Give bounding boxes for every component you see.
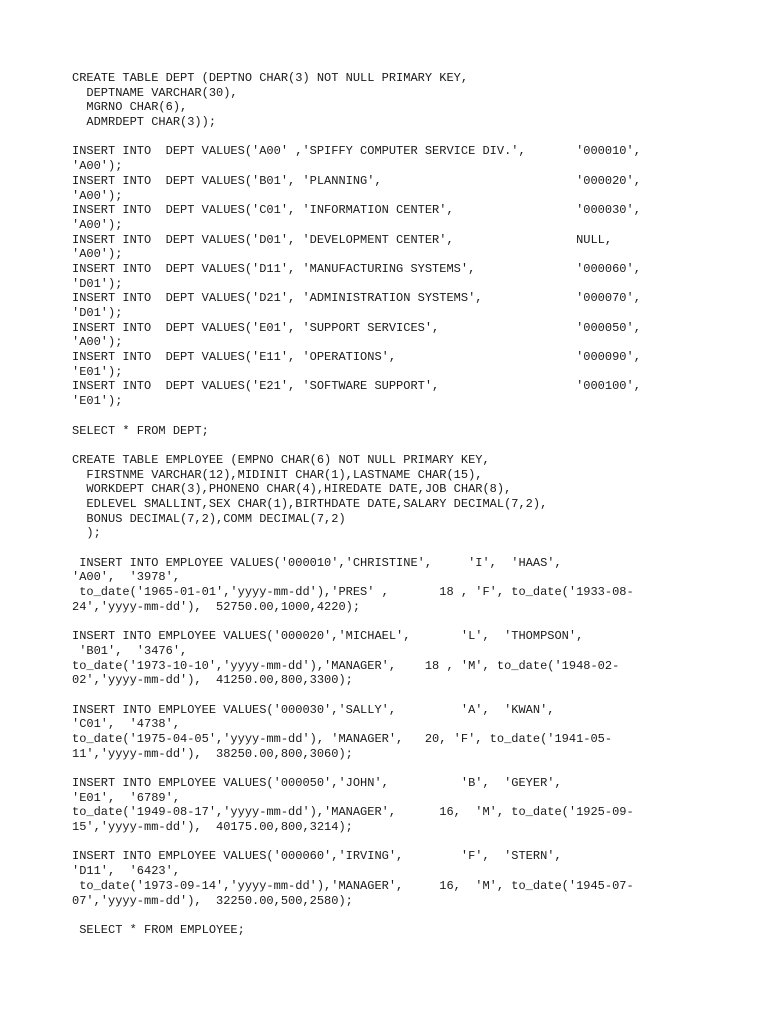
insert-employee-000010-statement [72,556,732,615]
code-line: INSERT INTO EMPLOYEE VALUES('000020','MICHAEL', 'L', 'THOMPSON', [72,629,584,644]
code-line: ADMRDEPT CHAR(3)); [72,115,217,130]
code-line: 11','yyyy-mm-dd'), 38250.00,800,3060); [72,746,353,761]
insert-employee-000060-statement [72,849,732,908]
code-line: 'E01'); [72,364,123,379]
code-line: 'A00'); [72,335,123,350]
code-line: SELECT * FROM EMPLOYEE; [72,922,245,937]
select-dept-statement [72,424,732,439]
code-line: SELECT * FROM DEPT; [72,423,209,438]
code-line: to_date('1949-08-17','yyyy-mm-dd'),'MANAGER', 16, 'M', to_date('1925-09- [72,805,634,820]
code-line: INSERT INTO DEPT VALUES('B01', 'PLANNING', '000020', [72,173,641,188]
code-line: DEPTNAME VARCHAR(30), [72,85,238,100]
code-line: INSERT INTO DEPT VALUES('A00' ,'SPIFFY COMPUTER SERVICE DIV.', '000010', [72,144,641,159]
code-line: INSERT INTO EMPLOYEE VALUES('000030','SALLY', 'A', 'KWAN', [72,702,555,717]
code-line: FIRSTNME VARCHAR(12),MIDINIT CHAR(1),LASTNAME CHAR(15), [72,467,483,482]
insert-dept-statements [72,144,732,408]
insert-employee-000020-statement [72,629,732,688]
code-line: 'D11', '6423', [72,864,181,879]
code-line: to_date('1973-09-14','yyyy-mm-dd'),'MANAGER', 16, 'M', to_date('1945-07- [72,878,634,893]
code-line: 'A00'); [72,247,123,262]
create-table-employee-statement [72,453,732,541]
code-line: to_date('1975-04-05','yyyy-mm-dd'), 'MANAGER', 20, 'F', to_date('1941-05- [72,731,613,746]
insert-employee-000050-statement [72,776,732,835]
code-line: INSERT INTO DEPT VALUES('C01', 'INFORMATION CENTER', '000030', [72,203,641,218]
code-line: BONUS DECIMAL(7,2),COMM DECIMAL(7,2) [72,511,346,526]
sql-script [72,71,732,952]
code-line: 'A00'); [72,159,123,174]
select-employee-statement [72,923,732,938]
code-line: CREATE TABLE EMPLOYEE (EMPNO CHAR(6) NOT NULL PRIMARY KEY, [72,452,490,467]
code-line: 'A00'); [72,188,123,203]
code-line: CREATE TABLE DEPT (DEPTNO CHAR(3) NOT NULL PRIMARY KEY, [72,71,469,85]
code-line: 'D01'); [72,276,123,291]
code-line: 'C01', '4738', [72,717,181,732]
code-line: INSERT INTO EMPLOYEE VALUES('000010','CHRISTINE', 'I', 'HAAS', [72,555,562,570]
code-line: ); [72,526,101,541]
code-line: 07','yyyy-mm-dd'), 32250.00,500,2580); [72,893,353,908]
code-line: 'A00', '3978', [72,570,181,585]
code-line: 'D01'); [72,306,123,320]
code-line: INSERT INTO DEPT VALUES('D11', 'MANUFACTURING SYSTEMS', '000060', [72,261,641,276]
code-line: to_date('1973-10-10','yyyy-mm-dd'),'MANAGER', 18 , 'M', to_date('1948-02- [72,658,620,673]
insert-employee-000030-statement [72,703,732,762]
code-line: INSERT INTO DEPT VALUES('E11', 'OPERATIONS', '000090', [72,350,641,365]
code-line: 'B01', '3476', [72,643,188,658]
code-line: 15','yyyy-mm-dd'), 40175.00,800,3214); [72,820,353,835]
code-line: INSERT INTO DEPT VALUES('E21', 'SOFTWARE SUPPORT', '000100', [72,379,641,394]
code-line: 'A00'); [72,217,123,232]
code-line: EDLEVEL SMALLINT,SEX CHAR(1),BIRTHDATE DATE,SALARY DECIMAL(7,2), [72,496,548,511]
code-line: INSERT INTO DEPT VALUES('E01', 'SUPPORT SERVICES', '000050', [72,320,641,335]
code-line: WORKDEPT CHAR(3),PHONENO CHAR(4),HIREDATE DATE,JOB CHAR(8), [72,482,512,497]
code-line: to_date('1965-01-01','yyyy-mm-dd'),'PRES' , 18 , 'F', to_date('1933-08- [72,585,634,600]
code-line: MGRNO CHAR(6), [72,100,188,115]
code-line: INSERT INTO DEPT VALUES('D21', 'ADMINISTRATION SYSTEMS', '000070', [72,291,641,306]
code-line: 'E01'); [72,394,123,409]
code-line: 02','yyyy-mm-dd'), 41250.00,800,3300); [72,673,353,688]
code-line: INSERT INTO EMPLOYEE VALUES('000060','IRVING', 'F', 'STERN', [72,849,562,864]
code-line: INSERT INTO DEPT VALUES('D01', 'DEVELOPMENT CENTER', NULL, [72,232,613,247]
code-line: 24','yyyy-mm-dd'), 52750.00,1000,4220); [72,599,361,614]
create-table-dept-statement [72,71,732,130]
code-line: 'E01', '6789', [72,790,181,805]
code-line: INSERT INTO EMPLOYEE VALUES('000050','JOHN', 'B', 'GEYER', [72,776,562,790]
